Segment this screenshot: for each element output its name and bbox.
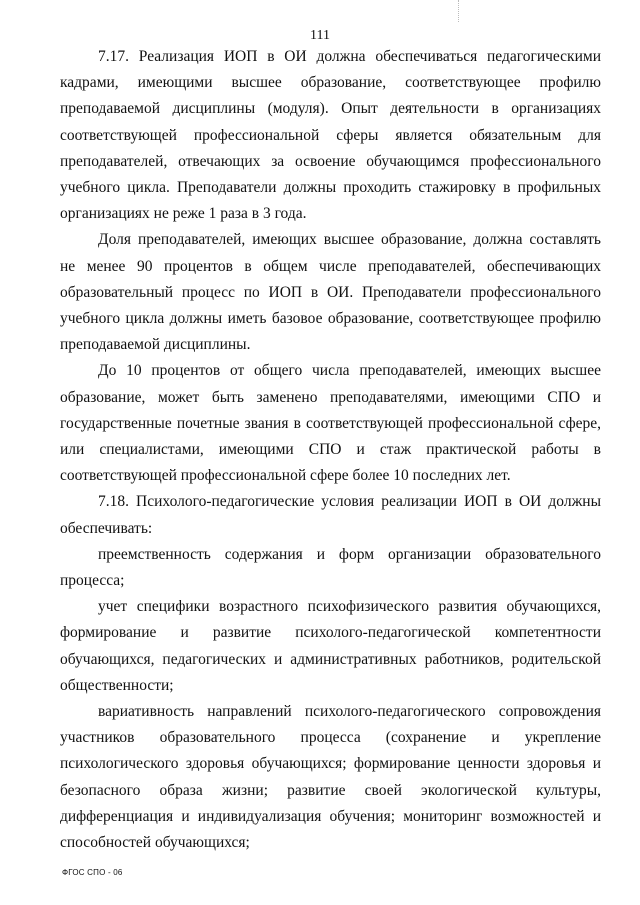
paragraph-replacement-rule: До 10 процентов от общего числа преподавателей, имеющих высшее образование, может быть заменено преподавателями, имеющими СПО и государственные почетные звания в соответствующей профессиональной сфере, или специалистами, имеющими СПО и стаж практической работы в соответствующей профессиональной сфере более 10 последних лет. — [60, 362, 601, 485]
list-item-age-specifics: учет специфики возрастного психофизического развития обучающихся, формирование и развитие психолого-педагогической компетентности обучающихся, педагогических и административных работников, родительской общественности; — [60, 598, 601, 694]
list-item-continuity: преемственность содержания и форм организации образовательного процесса; — [60, 545, 601, 590]
page-number: 111 — [310, 28, 330, 43]
paragraph-teachers-share: Доля преподавателей, имеющих высшее образование, должна составлять не менее 90 процентов в общем числе преподавателей, обеспечивающих образовательный процесс по ИОП в ОИ. Преподаватели профессионального учебного цикла должны иметь базовое образование, соответствующее профилю преподаваемой дисциплины. — [60, 231, 601, 354]
page-body — [60, 44, 601, 856]
paragraph-7-18: 7.18. Психолого-педагогические условия реализации ИОП в ОИ должны обеспечивать: — [60, 493, 601, 537]
footer-label: ФГОС СПО - 06 — [62, 868, 123, 877]
list-item-variability: вариативность направлений психолого-педагогического сопровождения участников образовательного процесса (сохранение и укрепление психологического здоровья обучающихся; формирование ценности здоровья и безопасного образа жизни; развитие своей экологической культуры, дифференциация и индивидуализация обучения; мониторинг возможностей и способностей обучающихся; — [60, 703, 601, 852]
scan-edge-mark — [458, 0, 460, 22]
paragraph-7-17: 7.17. Реализация ИОП в ОИ должна обеспечиваться педагогическими кадрами, имеющими высшее образование, соответствующее профилю преподаваемой дисциплины (модуля). Опыт деятельности в организациях соответствующей профессиональной сферы является обязательным для преподавателей, отвечающих за освоение обучающимся профессионального учебного цикла. Преподаватели должны проходить стажировку в профильных организациях не реже 1 раза в 3 года. — [60, 48, 601, 223]
